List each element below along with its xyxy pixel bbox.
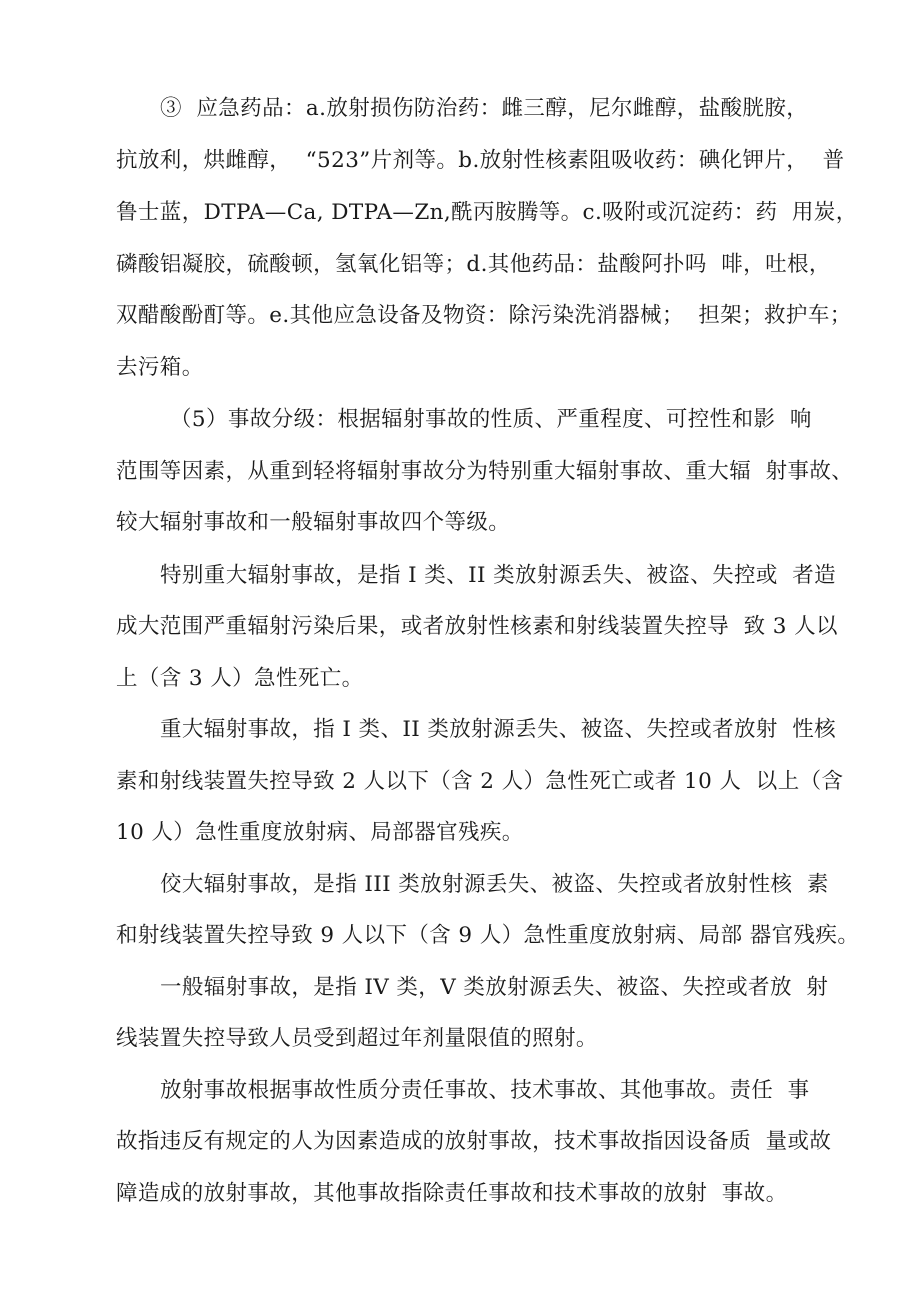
text-line: 较大辐射事故和一般辐射事故四个等级。 bbox=[116, 510, 511, 535]
text-line: 磷酸铝凝胶，硫酸顿，氢氧化铝等；d.其他药品：盐酸阿扑吗 啡，吐根， bbox=[116, 252, 831, 277]
text-line: 去污箱。 bbox=[116, 355, 204, 380]
text-line: （5）事故分级：根据辐射事故的性质、严重程度、可控性和影 响 bbox=[170, 407, 812, 432]
text-line: 范围等因素，从重到轻将辐射事故分为特别重大辐射事故、重大辐 射事故、 bbox=[116, 459, 854, 484]
text-line: 上（含 3 人）急性死亡。 bbox=[116, 666, 364, 691]
text-line: 素和射线装置失控导致 2 人以下（含 2 人）急性死亡或者 10 人 以上（含 bbox=[116, 769, 844, 794]
text-line: ③ 应急药品：a.放射损伤防治药：雌三醇，尼尔雌醇，盐酸胱胺， bbox=[160, 96, 809, 121]
text-line: 重大辐射事故，指 I 类、II 类放射源丢失、被盗、失控或者放射 性核 bbox=[160, 717, 837, 742]
text-line: 成大范围严重辐射污染后果，或者放射性核素和射线装置失控导 致 3 人以 bbox=[116, 614, 838, 639]
text-line: 双醋酸酚酊等。e.其他应急设备及物资：除污染洗消器械； 担架；救护车； bbox=[116, 303, 852, 328]
text-line: 放射事故根据事故性质分责任事故、技术事故、其他事故。责任 事 bbox=[160, 1078, 810, 1103]
text-line: 故指违反有规定的人为因素造成的放射事故，技术事故指因设备质 量或故 bbox=[116, 1129, 832, 1154]
text-line: 障造成的放射事故，其他事故指除责任事故和技术事故的放射 事故。 bbox=[116, 1181, 788, 1206]
text-line: 一般辐射事故，是指 IV 类，V 类放射源丢失、被盗、失控或者放 射 bbox=[160, 975, 829, 1000]
text-line: 10 人）急性重度放射病、局部器官残疾。 bbox=[116, 820, 524, 845]
text-line: 线装置失控导致人员受到超过年剂量限值的照射。 bbox=[116, 1026, 598, 1051]
text-line: 抗放利，烘雌醇， “523”片剂等。b.放射性核素阻吸收药：碘化钾片， 普 bbox=[116, 148, 845, 173]
text-line: 鲁士蓝，DTPA—Ca, DTPA—Zn,酰丙胺腾等。c.吸附或沉淀药：药 用炭， bbox=[116, 200, 858, 225]
text-line: 特别重大辐射事故，是指 I 类、II 类放射源丢失、被盗、失控或 者造 bbox=[160, 563, 837, 588]
text-line: 和射线装置失控导致 9 人以下（含 9 人）急性重度放射病、局部 器官残疾。 bbox=[116, 923, 860, 948]
text-line: 佼大辐射事故，是指 III 类放射源丢失、被盗、失控或者放射性核 素 bbox=[160, 872, 829, 897]
